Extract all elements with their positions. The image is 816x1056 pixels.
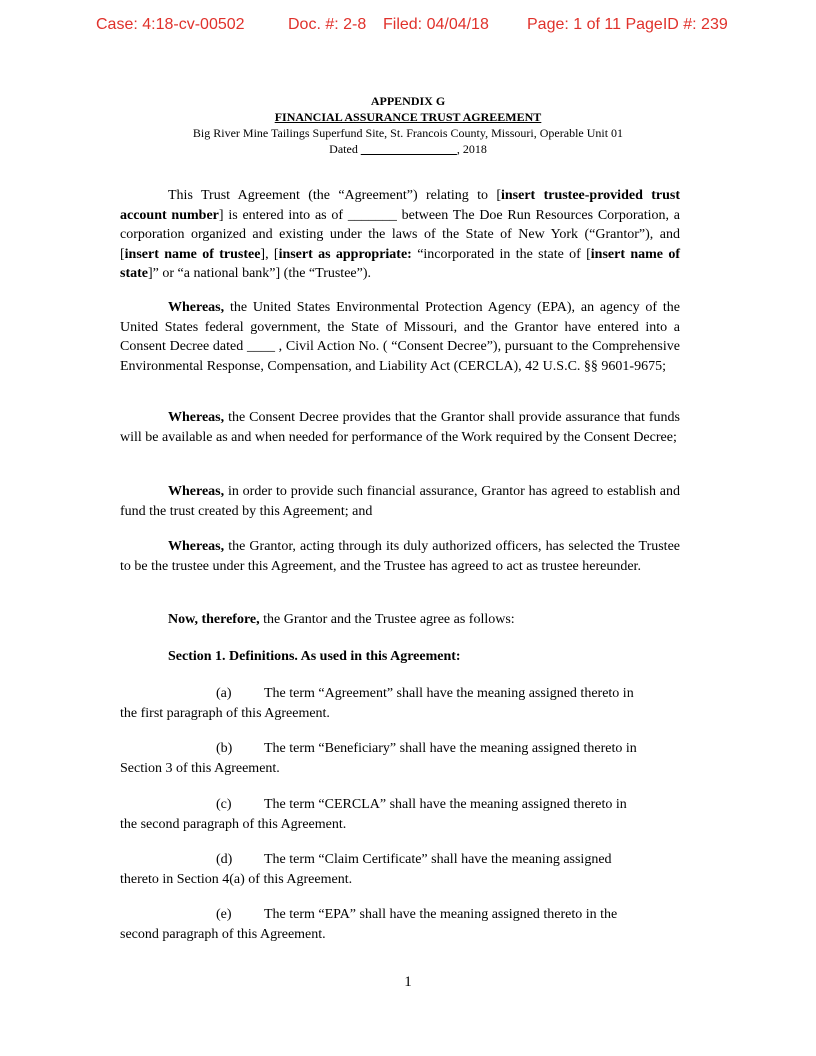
definition-e	[120, 905, 680, 944]
whereas-4-lead: Whereas,	[168, 539, 225, 554]
whereas-3-text: in order to provide such financial assurance, Grantor has agreed to establish and fund the trust created by this Agreement; and	[120, 484, 680, 519]
p1-text-2: ] is entered into as of _______ between The Doe Run Resources Corporation, a corporation organized and existing under the laws of the State of New York (“Grantor”), and [	[120, 207, 680, 262]
definition-b	[120, 739, 680, 778]
p1-bold-3: insert as appropriate:	[278, 246, 412, 262]
definition-b-line-1: The term “Beneficiary” shall have the meaning assigned thereto in	[264, 741, 637, 756]
page-id-stamp: Page: 1 of 11 PageID #: 239	[527, 16, 728, 33]
dated-suffix: , 2018	[456, 142, 487, 156]
definition-d-label: (d)	[216, 852, 233, 867]
definition-a	[120, 684, 680, 723]
definition-d-line-1: The term “Claim Certificate” shall have the meaning assigned	[264, 852, 612, 867]
whereas-3-lead: Whereas,	[168, 484, 225, 499]
definition-b-line-2: Section 3 of this Agreement.	[120, 760, 280, 776]
whereas-1-lead: Whereas,	[168, 300, 225, 315]
definition-c-label: (c)	[216, 797, 232, 812]
definition-b-label: (b)	[216, 741, 233, 756]
definition-c-line-2: the second paragraph of this Agreement.	[120, 816, 347, 832]
p1-text-5: ]” or “a national bank”] (the “Trustee”).	[148, 266, 371, 281]
definition-d-line-2: thereto in Section 4(a) of this Agreement.	[120, 871, 353, 887]
doc-number-stamp: Doc. #: 2-8	[288, 16, 367, 33]
now-therefore-lead: Now, therefore,	[168, 612, 260, 627]
whereas-paragraph-1	[120, 298, 680, 376]
whereas-1-text: the United States Environmental Protection Agency (EPA), an agency of the United States federal government, the State of Missouri, and the Grantor have entered into a Consent Decree dated ____ , Civil Action No. ( “Consent Decree”), pursuant to the Comprehensive Environmental Response, Compensation, and Liability Act (CERCLA), 42 U.S.C. §§ 9601-9675;	[120, 300, 680, 374]
page-number: 1	[404, 974, 412, 990]
definition-a-label: (a)	[216, 686, 232, 701]
definition-e-label: (e)	[216, 907, 232, 922]
appendix-label: APPENDIX G	[370, 94, 446, 108]
p1-bold-1: insert trustee-provided trust account number	[120, 188, 680, 223]
section-1-heading	[120, 647, 680, 667]
definition-a-line-2: the first paragraph of this Agreement.	[120, 705, 330, 721]
definition-c	[120, 795, 680, 834]
p1-text-1: This Trust Agreement (the “Agreement”) relating to [	[168, 188, 501, 203]
filed-date-stamp: Filed: 04/04/18	[383, 16, 489, 33]
p1-text-3: ], [	[260, 246, 279, 262]
dated-line	[0, 142, 816, 157]
whereas-paragraph-2	[120, 408, 680, 447]
section-1-text: Section 1. Definitions. As used in this Agreement:	[168, 649, 461, 664]
definition-e-line-1: The term “EPA” shall have the meaning assigned thereto in the	[264, 907, 618, 922]
definition-c-line-1: The term “CERCLA” shall have the meaning assigned thereto in	[264, 797, 627, 812]
dated-prefix: Dated	[329, 142, 361, 156]
definition-a-line-1: The term “Agreement” shall have the meaning assigned thereto in	[264, 686, 634, 701]
definition-e-line-2: second paragraph of this Agreement.	[120, 926, 326, 942]
opening-paragraph	[120, 186, 680, 284]
p1-text-4: “incorporated in the state of [	[411, 246, 591, 262]
whereas-paragraph-4	[120, 537, 680, 576]
p1-bold-2: insert name of trustee	[124, 246, 261, 262]
whereas-paragraph-3	[120, 482, 680, 521]
whereas-4-text: the Grantor, acting through its duly authorized officers, has selected the Trustee to be the trustee under this Agreement, and the Trustee has agreed to act as trustee hereunder.	[120, 539, 680, 574]
site-name: Big River Mine Tailings Superfund Site, St. Francois County, Missouri, Operable Unit 01	[192, 126, 624, 140]
case-number-stamp: Case: 4:18-cv-00502	[96, 16, 245, 33]
agreement-title: FINANCIAL ASSURANCE TRUST AGREEMENT	[274, 110, 542, 124]
now-therefore-text: the Grantor and the Trustee agree as follows:	[259, 612, 515, 627]
p1-bold-4: insert name of state	[120, 246, 680, 281]
whereas-2-lead: Whereas,	[168, 410, 225, 425]
dated-blank: ________________	[360, 142, 457, 156]
definition-d	[120, 850, 680, 889]
now-therefore-paragraph	[120, 610, 680, 630]
whereas-2-text: the Consent Decree provides that the Grantor shall provide assurance that funds will be available as and when needed for performance of the Work required by the Consent Decree;	[120, 410, 680, 445]
